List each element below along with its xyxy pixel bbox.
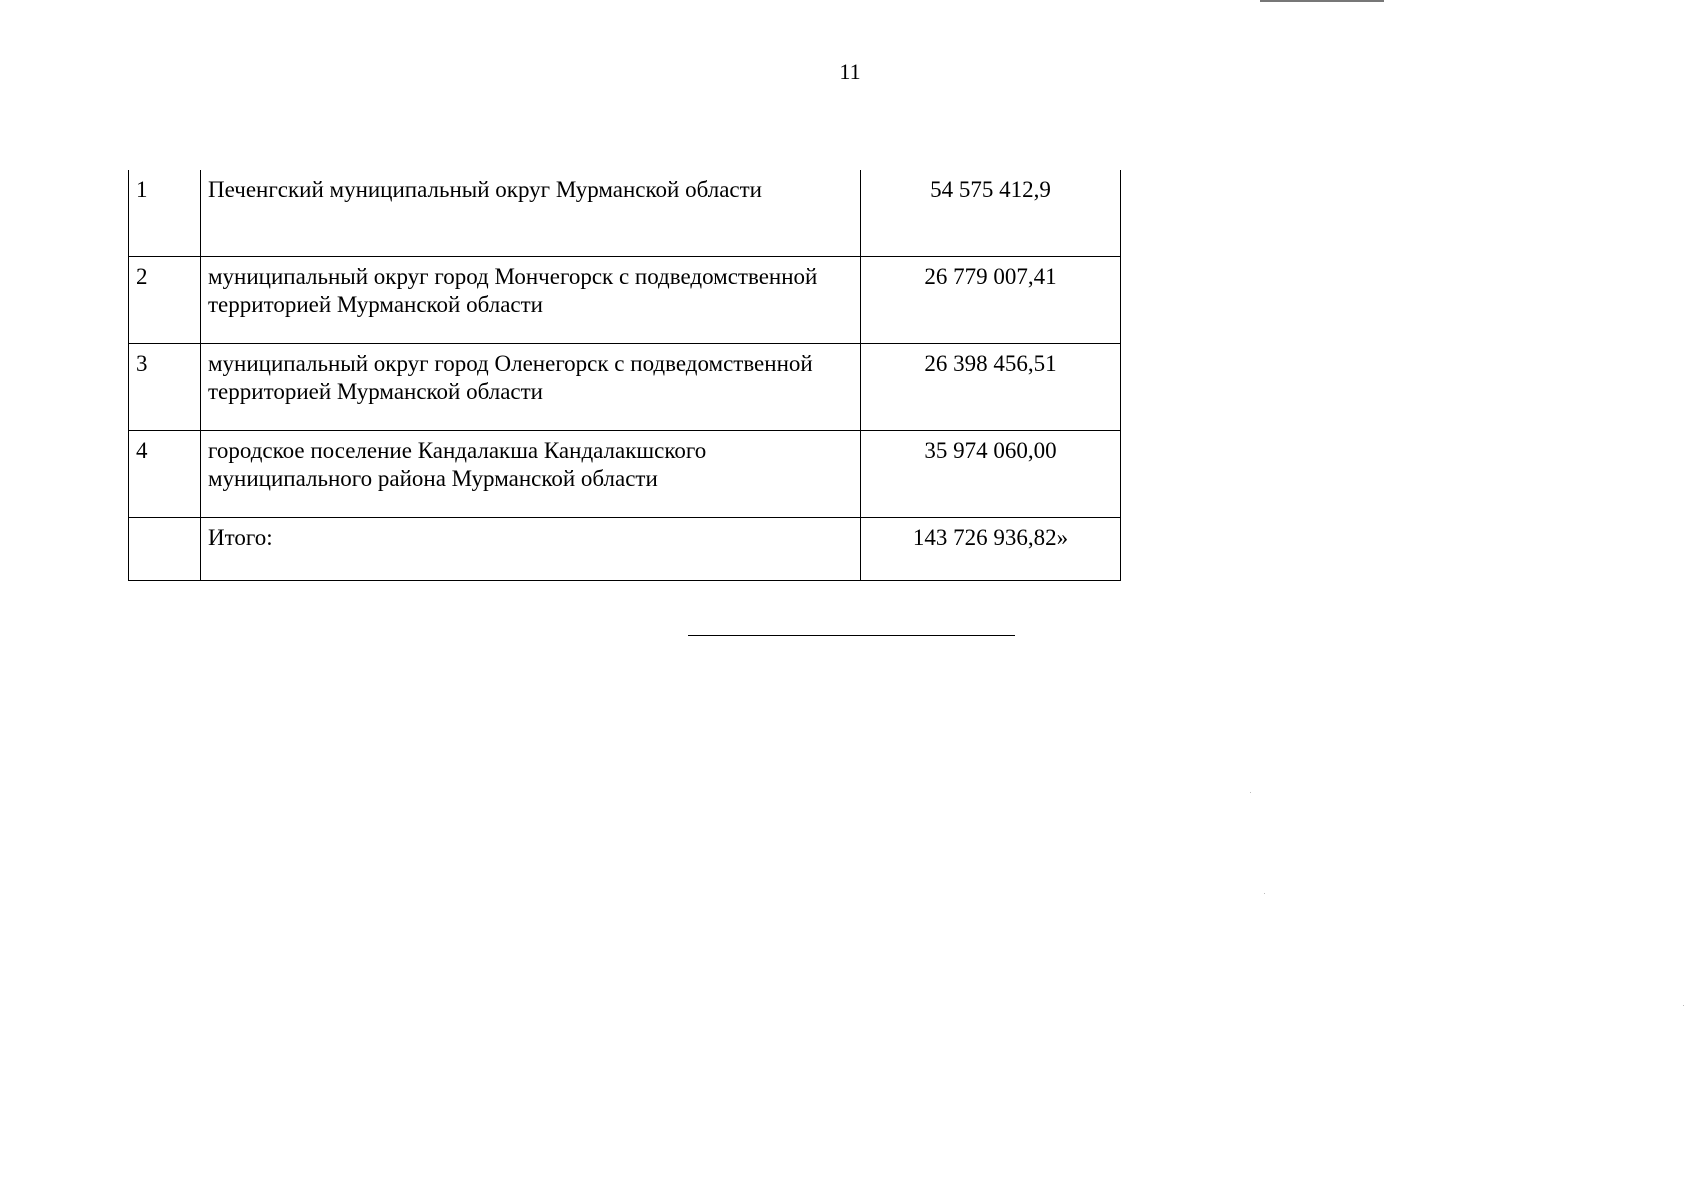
table-row bbox=[129, 257, 1121, 344]
scan-speck bbox=[1683, 1005, 1684, 1006]
scan-speck bbox=[1250, 792, 1251, 793]
amount-cell: 35 974 060,00 bbox=[861, 431, 1121, 518]
amount-cell: 26 779 007,41 bbox=[861, 257, 1121, 344]
municipality-name-cell: муниципальный округ город Мончегорск с подведомственной территорией Мурманской области bbox=[201, 257, 861, 344]
row-number-cell: 1 bbox=[129, 170, 201, 257]
table-row bbox=[129, 431, 1121, 518]
municipality-name-cell: муниципальный округ город Оленегорск с подведомственной территорией Мурманской области bbox=[201, 344, 861, 431]
allocation-table-container bbox=[128, 170, 1120, 581]
scan-speck bbox=[1264, 893, 1265, 894]
row-number-cell: 3 bbox=[129, 344, 201, 431]
total-label-cell: Итого: bbox=[201, 518, 861, 581]
table-row bbox=[129, 170, 1121, 257]
total-row bbox=[129, 518, 1121, 581]
row-number-cell: 2 bbox=[129, 257, 201, 344]
scan-top-edge-marks bbox=[0, 0, 1698, 4]
document-end-separator-line bbox=[688, 635, 1015, 636]
amount-cell: 54 575 412,9 bbox=[861, 170, 1121, 257]
total-number-cell bbox=[129, 518, 201, 581]
allocation-table bbox=[128, 170, 1121, 581]
total-amount-cell: 143 726 936,82» bbox=[861, 518, 1121, 581]
scan-top-line-fragment bbox=[1260, 0, 1384, 2]
table-row bbox=[129, 344, 1121, 431]
row-number-cell: 4 bbox=[129, 431, 201, 518]
municipality-name-cell: Печенгский муниципальный округ Мурманской области bbox=[201, 170, 861, 257]
amount-cell: 26 398 456,51 bbox=[861, 344, 1121, 431]
municipality-name-cell: городское поселение Кандалакша Кандалакшского муниципального района Мурманской области bbox=[201, 431, 861, 518]
page-number: 11 bbox=[839, 59, 861, 84]
